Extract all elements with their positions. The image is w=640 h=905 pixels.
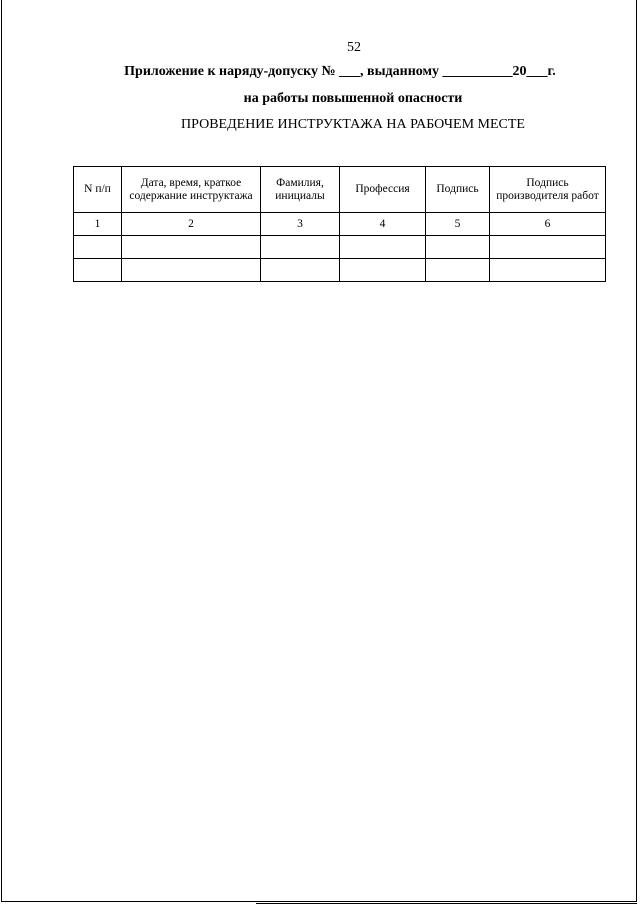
table-cell[interactable]: [74, 236, 122, 259]
document-title: Приложение к наряду-допуску № ___, выданному __________20___г.: [124, 64, 556, 79]
page-number: 52: [347, 40, 361, 55]
table-cell[interactable]: [426, 236, 490, 259]
table-cell[interactable]: [426, 259, 490, 282]
instruction-register-table: [73, 166, 606, 282]
table-cell[interactable]: [340, 259, 426, 282]
header-signature: Подпись: [426, 167, 490, 213]
header-name: Фамилия, инициалы: [261, 167, 340, 213]
column-number: 6: [490, 213, 606, 236]
header-profession: Профессия: [340, 167, 426, 213]
page-frame: [1, 0, 637, 902]
table-cell[interactable]: [490, 236, 606, 259]
table-cell[interactable]: [122, 259, 261, 282]
section-heading: ПРОВЕДЕНИЕ ИНСТРУКТАЖА НА РАБОЧЕМ МЕСТЕ: [181, 117, 525, 132]
document-subtitle: на работы повышенной опасности: [243, 91, 463, 106]
table-cell[interactable]: [261, 236, 340, 259]
table-cell[interactable]: [122, 236, 261, 259]
table-row: [74, 236, 606, 259]
column-number-row: [74, 213, 606, 236]
column-number: 5: [426, 213, 490, 236]
column-number: 3: [261, 213, 340, 236]
table-cell[interactable]: [74, 259, 122, 282]
table-row: [74, 259, 606, 282]
bottom-edge-line: [256, 903, 637, 904]
column-number: 1: [74, 213, 122, 236]
header-number: N п/п: [74, 167, 122, 213]
table-cell[interactable]: [490, 259, 606, 282]
column-number: 4: [340, 213, 426, 236]
header-date-content: Дата, время, краткое содержание инструктажа: [122, 167, 261, 213]
table-header-row: [74, 167, 606, 213]
header-supervisor-signature: Подпись производителя работ: [490, 167, 606, 213]
table-cell[interactable]: [261, 259, 340, 282]
column-number: 2: [122, 213, 261, 236]
table-cell[interactable]: [340, 236, 426, 259]
